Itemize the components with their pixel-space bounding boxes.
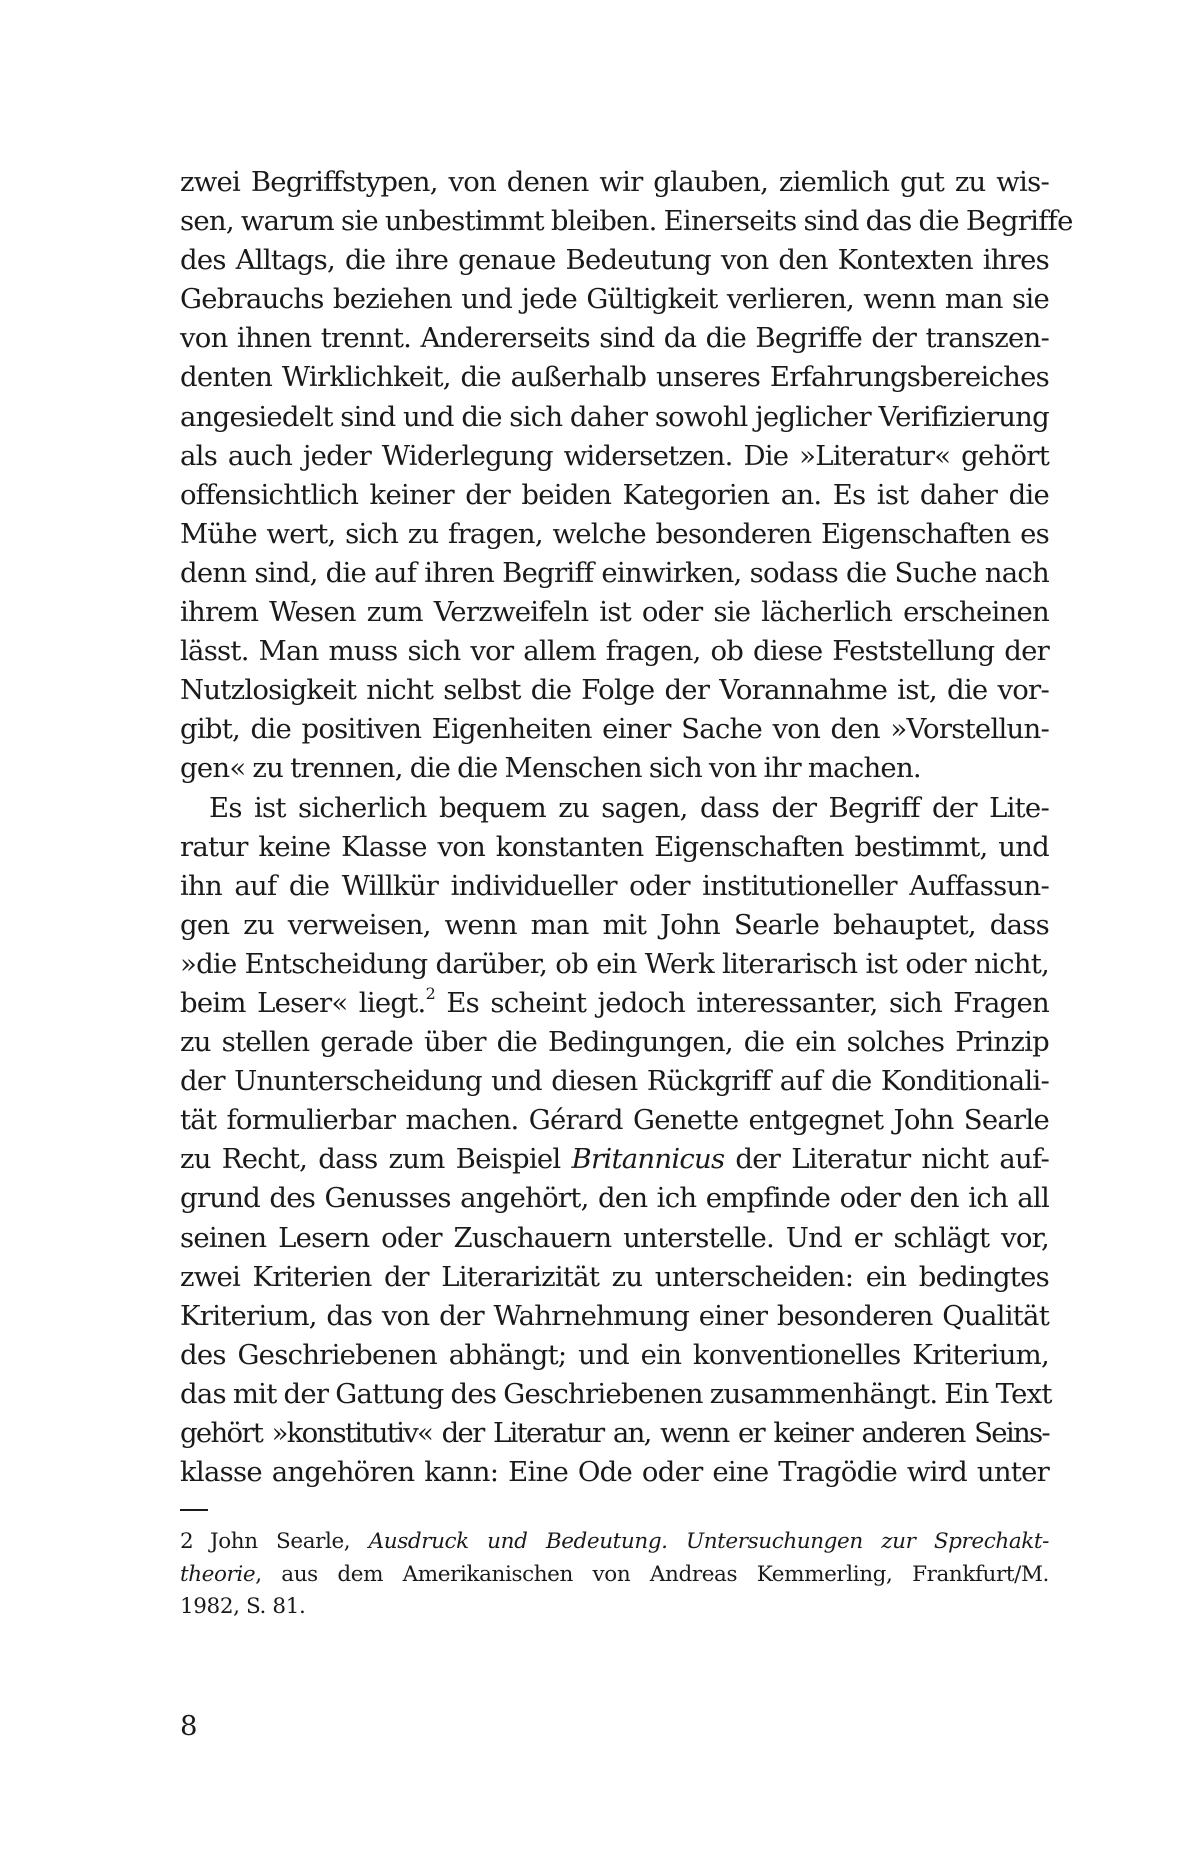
text-line: zwei Begriffstypen, von denen wir glauben, ziemlich gut zu wis-: [180, 166, 1049, 198]
text-line: »die Entscheidung darüber, ob ein Werk literarisch ist oder nicht,: [180, 947, 1049, 980]
footnote-text: , aus dem Amerikanischen von Andreas Kemmerling, Frankfurt/M.: [255, 1561, 1049, 1587]
text-fragment: zu Recht, dass zum Beispiel: [180, 1143, 572, 1176]
footnote-reference: 2: [425, 983, 435, 1003]
text-line: denten Wirklichkeit, die außerhalb unseres Erfahrungsbereiches: [180, 361, 1049, 394]
text-line: Es ist sicherlich bequem zu sagen, dass der Begriff der Lite-: [209, 791, 1049, 824]
text-line: ratur keine Klasse von konstanten Eigenschaften bestimmt, und: [180, 830, 1049, 863]
text-line: [180, 1140, 1049, 1179]
text-line: gen zu verweisen, wenn man mit John Searle behauptet, dass: [180, 908, 1049, 941]
text-line: offensichtlich keiner der beiden Kategorien an. Es ist daher die: [180, 478, 1049, 511]
footnote-divider: [180, 1509, 208, 1511]
footnote-number: 2: [180, 1529, 194, 1554]
main-text: [180, 163, 1073, 1492]
text-line: gen« zu trennen, die die Menschen sich von ihr machen.: [180, 752, 921, 785]
text-line: Gebrauchs beziehen und jede Gültigkeit verlieren, wenn man sie: [180, 283, 1049, 316]
text-line: von ihnen trennt. Andererseits sind da die Begriffe der transzen-: [180, 322, 1049, 355]
text-line: lässt. Man muss sich vor allem fragen, ob diese Feststellung der: [180, 635, 1049, 668]
text-line: des Geschriebenen abhängt; und ein konventionelles Kriterium,: [180, 1338, 1049, 1371]
footnote-line: [180, 1559, 1049, 1592]
italic-title: Britannicus: [571, 1143, 725, 1176]
text-fragment: beim Leser« liegt.: [180, 986, 426, 1019]
footnote-line: [180, 1526, 1049, 1559]
footnote-title: theorie: [180, 1561, 256, 1587]
text-line: klasse angehören kann: Eine Ode oder eine Tragödie wird unter: [180, 1456, 1049, 1489]
text-line: tät formulierbar machen. Gérard Genette entgegnet John Searle: [180, 1104, 1049, 1137]
footnote-title: Ausdruck und Bedeutung. Untersuchungen zur Sprechakt-: [368, 1529, 1049, 1554]
text-line: zu stellen gerade über die Bedingungen, die ein solches Prinzip: [180, 1026, 1049, 1059]
footnote: [180, 1526, 1049, 1624]
text-line: seinen Lesern oder Zuschauern unterstelle. Und er schlägt vor,: [180, 1221, 1049, 1254]
text-line: der Ununterscheidung und diesen Rückgriff auf die Konditionali-: [180, 1065, 1049, 1098]
text-line: sen, warum sie unbestimmt bleiben. Einerseits sind das die Begriffe: [180, 205, 1073, 238]
text-line: ihn auf die Willkür individueller oder institutioneller Auffassun-: [180, 869, 1049, 902]
text-fragment: der Literatur nicht auf-: [724, 1143, 1049, 1176]
page-number: 8: [180, 1710, 198, 1742]
footnote-author: John Searle,: [210, 1529, 369, 1554]
text-fragment: Es scheint jedoch interessanter, sich Fragen: [435, 986, 1050, 1019]
text-line: Nutzlosigkeit nicht selbst die Folge der Vorannahme ist, die vor-: [180, 674, 1049, 707]
text-line: Kriterium, das von der Wahrnehmung einer besonderen Qualität: [180, 1299, 1049, 1332]
text-line: des Alltags, die ihre genaue Bedeutung von den Kontexten ihres: [180, 244, 1049, 277]
text-line: [180, 984, 1049, 1023]
footnote-line: 1982, S. 81.: [180, 1594, 306, 1619]
text-line: das mit der Gattung des Geschriebenen zusammenhängt. Ein Text: [180, 1377, 1052, 1410]
text-line: Mühe wert, sich zu fragen, welche besonderen Eigenschaften es: [180, 517, 1049, 550]
text-line: gehört »konstitutiv« der Literatur an, wenn er keiner anderen Seins-: [180, 1417, 1049, 1449]
text-line: denn sind, die auf ihren Begriff einwirken, sodass die Suche nach: [180, 556, 1049, 589]
text-line: zwei Kriterien der Literarizität zu unterscheiden: ein bedingtes: [180, 1260, 1049, 1293]
text-line: als auch jeder Widerlegung widersetzen. Die »Literatur« gehört: [180, 439, 1049, 472]
text-line: grund des Genusses angehört, den ich empfinde oder den ich all: [180, 1182, 1049, 1215]
text-line: gibt, die positiven Eigenheiten einer Sache von den »Vorstellun-: [180, 713, 1049, 746]
text-line: angesiedelt sind und die sich daher sowohl jeglicher Verifizierung: [180, 400, 1049, 433]
text-line: ihrem Wesen zum Verzweifeln ist oder sie lächerlich erscheinen: [180, 596, 1049, 629]
